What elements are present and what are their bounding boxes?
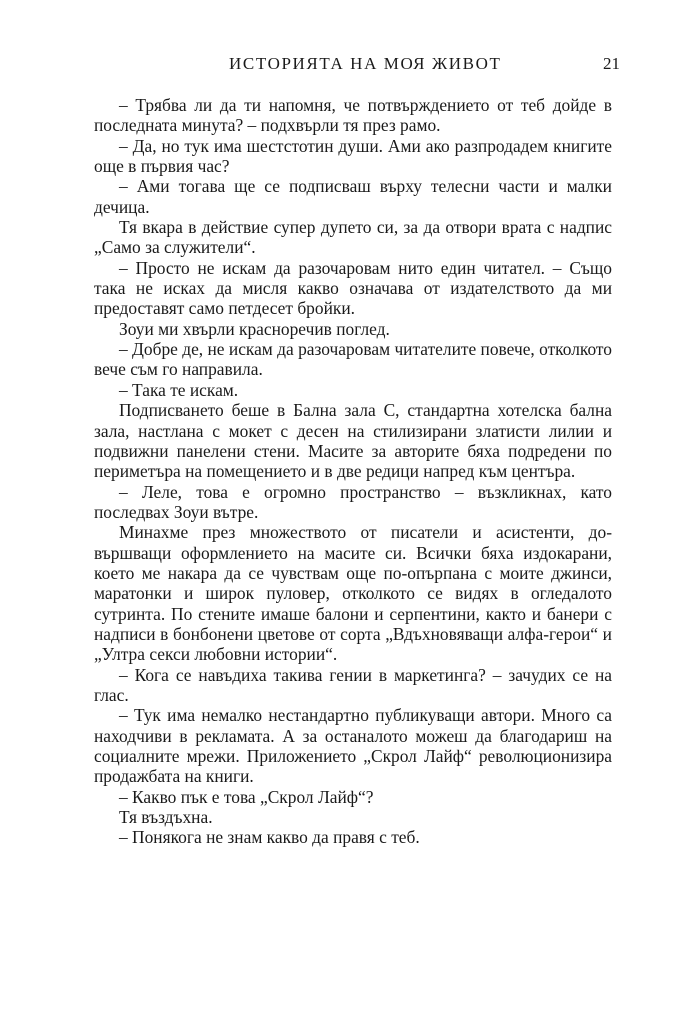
running-title: ИСТОРИЯТА НА МОЯ ЖИВОТ	[229, 54, 502, 73]
page-number: 21	[603, 54, 620, 73]
paragraph: Тя вкара в действие супер дупето си, за да отвори врата с надпис „Само за служители“.	[94, 217, 612, 258]
paragraph: – Леле, това е огромно пространство – възкликнах, като последвах Зоуи вътре.	[94, 481, 612, 522]
paragraph: – Тук има немалко нестандартно публикуващи автори. Много са находчиви в рекламата. А за останалото можеш да благодариш на социалните мрежи. Приложението „Скрол Лайф“ революционизира продажбата на книги.	[94, 705, 612, 787]
paragraph: – Добре де, не искам да разочаровам читателите повече, отколкото вече съм го направила.	[94, 339, 612, 380]
body-text	[94, 95, 612, 848]
running-header	[0, 52, 700, 76]
paragraph: Тя въздъхна.	[119, 807, 213, 828]
paragraph: Подписването беше в Бална зала С, стандартна хотелска бална зала, настлана с мокет с десен на стилизирани златисти лилии и подвижни панелени стени. Масите за авторите бяха подредени по периметъра на помещението и в две редици напред към центъра.	[94, 400, 612, 482]
paragraph: – Просто не искам да разочаровам нито един читател. – Също така не исках да мисля какво означава от издателството да ми предоставят само петдесет бройки.	[94, 257, 612, 319]
paragraph: – Така те искам.	[119, 379, 239, 400]
paragraph: – Ами тогава ще се подписваш върху телесни части и малки дечица.	[94, 176, 612, 217]
paragraph: Минахме през множеството от писатели и асистенти, довършващи оформлението на масите си. Всички бяха издокарани, което ме накара да се чувствам още по-опърпана с моите джинси, маратонки и широк пуловер, отколкото се видях в огледалото сутринта. По стените имаше балони и серпентини, както и банери с надписи в бонбонени цветове от сорта „Вдъхновяващи алфа-герои“ и „Ултра секси любовни истории“.	[94, 522, 612, 665]
paragraph: Зоуи ми хвърли красноречив поглед.	[119, 318, 390, 339]
paragraph: – Кога се навъдиха такива гении в маркетинга? – зачудих се на глас.	[94, 664, 612, 705]
paragraph: – Понякога не знам какво да правя с теб.	[119, 827, 420, 848]
paragraph: – Какво пък е това „Скрол Лайф“?	[119, 786, 374, 807]
paragraph: – Трябва ли да ти напомня, че потвърждението от теб дойде в последната минута? – подхвърли тя през рамо.	[94, 95, 612, 136]
paragraph: – Да, но тук има шестстотин души. Ами ако разпродадем книгите още в първия час?	[94, 135, 612, 177]
